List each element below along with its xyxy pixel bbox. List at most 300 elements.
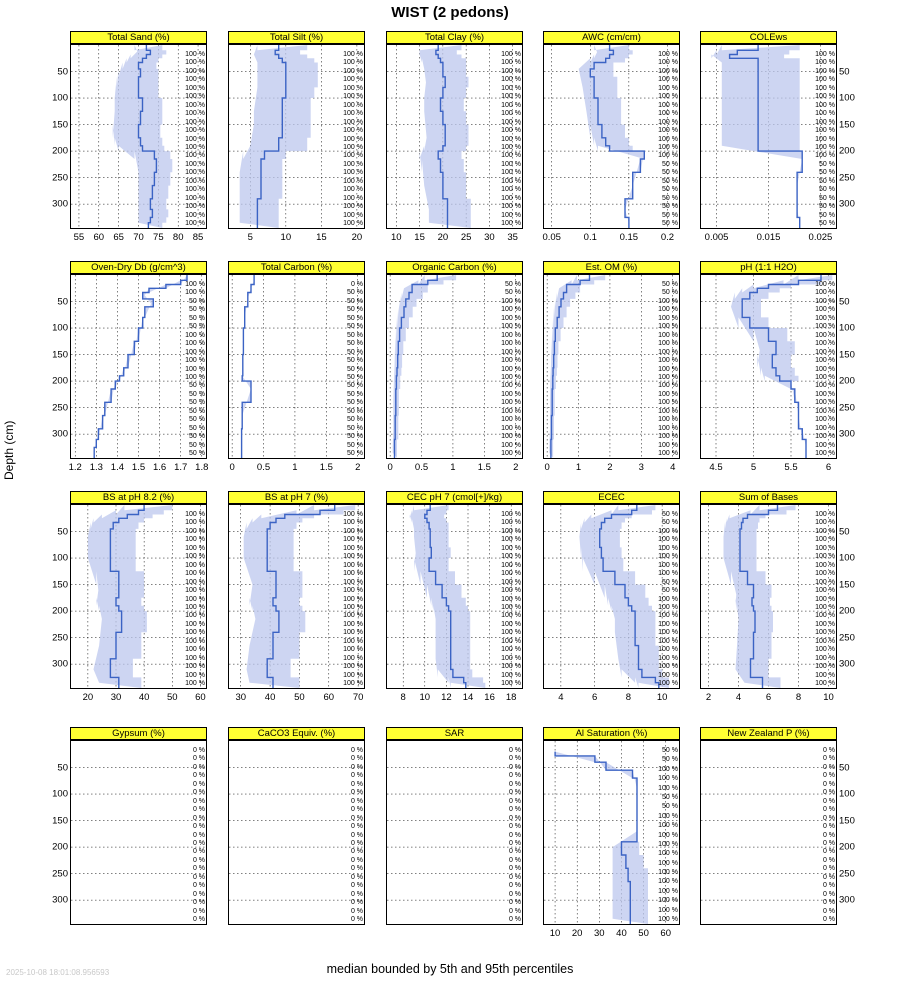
contributing-percent-label: 100 % [343, 135, 363, 143]
x-tick-label: 0 [544, 462, 550, 473]
contributing-percent-label: 100 % [815, 519, 835, 527]
contributing-percent-label: 100 % [658, 76, 678, 84]
depth-tick-label: 300 [839, 198, 855, 210]
contributing-percent-label: 100 % [501, 663, 521, 671]
contributing-percent-label: 100 % [658, 822, 678, 830]
contributing-percent-label: 100 % [815, 143, 835, 151]
contributing-percent-label: 100 % [343, 603, 363, 611]
x-axis [386, 462, 523, 474]
contributing-percent-label: 100 % [815, 407, 835, 415]
contributing-percent-label: 100 % [658, 897, 678, 905]
contributing-percent-label: 100 % [658, 869, 678, 877]
contributing-percent-label: 100 % [501, 177, 521, 185]
x-tick-label: 2 [607, 462, 613, 473]
contributing-percent-label: 100 % [501, 654, 521, 662]
contributing-percent-label: 0 % [822, 873, 835, 881]
contributing-percent-label: 0 % [822, 780, 835, 788]
contributing-percent-label: 50 % [662, 281, 678, 288]
chart-panel [70, 727, 207, 925]
contributing-percent-label: 100 % [501, 143, 521, 151]
contributing-percent-label: 0 % [822, 907, 835, 915]
contributing-percent-label: 100 % [501, 511, 521, 518]
depth-tick-label: 50 [57, 762, 68, 774]
x-axis [228, 692, 365, 704]
chart-panel [386, 491, 523, 689]
chart-subtitle: median bounded by 5th and 95th percentiles [326, 962, 574, 976]
contributing-percent-label: 0 % [192, 797, 205, 805]
x-axis [700, 232, 837, 244]
x-tick-label: 40 [264, 692, 276, 703]
contributing-percent-label: 100 % [501, 110, 521, 118]
x-tick-label: 1.6 [152, 462, 167, 473]
chart-panel [543, 727, 680, 925]
contributing-percent-label: 100 % [501, 59, 521, 67]
plot-area [228, 44, 365, 229]
contributing-percent-label: 100 % [658, 127, 678, 134]
depth-tick-label: 50 [57, 296, 68, 308]
depth-tick-label: 300 [52, 894, 68, 906]
plot-area [700, 740, 837, 925]
depth-tick-label: 150 [52, 349, 68, 361]
contributing-percent-label: 0 % [822, 755, 835, 763]
contributing-percent-label: 100 % [501, 127, 521, 134]
contributing-percent-label: 100 % [815, 306, 835, 314]
contributing-percent-label: 0 % [192, 823, 205, 830]
contributing-percent-label: 100 % [343, 654, 363, 662]
contributing-percent-label: 50 % [662, 177, 678, 185]
contributing-percent-label: 100 % [343, 160, 363, 168]
contributing-percent-label: 100 % [815, 527, 835, 535]
contributing-percent-label: 100 % [815, 390, 835, 398]
contributing-percent-label: 100 % [501, 373, 521, 381]
depth-tick-label: 300 [839, 658, 855, 670]
contributing-percent-label: 100 % [185, 365, 205, 373]
contributing-percent-label: 100 % [658, 536, 678, 544]
contributing-percent-label: 50 % [819, 160, 835, 168]
panel-title: Est. OM (%) [543, 261, 680, 274]
contributing-percent-label: 100 % [815, 399, 835, 407]
contributing-percent-label: 100 % [501, 578, 521, 586]
contributing-percent-label: 100 % [658, 570, 678, 578]
contributing-percent-label: 0 % [350, 916, 363, 923]
contributing-percent-label: 100 % [658, 620, 678, 628]
contributing-percent-label: 50 % [189, 450, 205, 457]
contributing-percent-label: 100 % [343, 211, 363, 219]
chart-panel [386, 31, 523, 229]
contributing-percent-label: 100 % [658, 373, 678, 381]
contributing-percent-label: 100 % [815, 365, 835, 373]
depth-tick-label: 150 [52, 815, 68, 827]
contributing-percent-label: 100 % [185, 220, 205, 227]
x-tick-label: 20 [82, 692, 94, 703]
contributing-percent-label: 0 % [508, 747, 521, 754]
panel-title: pH (1:1 H2O) [700, 261, 837, 274]
contributing-percent-label: 100 % [501, 67, 521, 75]
contributing-percent-label: 0 % [350, 882, 363, 890]
depth-tick-label: 50 [839, 526, 850, 538]
contributing-percent-label: 100 % [815, 59, 835, 67]
contributing-percent-label: 100 % [501, 536, 521, 544]
contributing-percent-label: 0 % [350, 899, 363, 907]
contributing-percent-label: 100 % [343, 553, 363, 561]
depth-axis [42, 44, 68, 229]
contributing-percent-label: 100 % [185, 289, 205, 297]
contributing-percent-label: 0 % [822, 797, 835, 805]
contributing-percent-label: 50 % [819, 211, 835, 219]
contributing-percent-label: 50 % [347, 450, 363, 457]
contributing-percent-label: 100 % [815, 67, 835, 75]
contributing-percent-label: 50 % [347, 314, 363, 322]
contributing-percent-label: 0 % [350, 823, 363, 830]
contributing-percent-label: 100 % [185, 211, 205, 219]
contributing-percent-label: 100 % [501, 186, 521, 194]
contributing-percent-label: 100 % [343, 84, 363, 92]
chart-panel [70, 261, 207, 459]
contributing-percent-label: 0 % [192, 831, 205, 839]
contributing-percent-label: 0 % [508, 839, 521, 847]
contributing-percent-label: 100 % [658, 831, 678, 839]
contributing-percent-label: 0 % [508, 848, 521, 856]
x-tick-label: 50 [166, 692, 178, 703]
x-tick-label: 0.5 [414, 462, 429, 473]
contributing-percent-label: 100 % [501, 152, 521, 160]
chart-panel [386, 261, 523, 459]
x-tick-label: 1.2 [68, 462, 82, 473]
contributing-percent-label: 100 % [501, 340, 521, 348]
panel-title: Total Silt (%) [228, 31, 365, 44]
contributing-percent-label: 0 % [822, 890, 835, 898]
x-tick-label: 30 [594, 928, 605, 939]
contributing-percent-label: 100 % [343, 186, 363, 194]
contributing-percent-label: 100 % [185, 553, 205, 561]
x-tick-label: 10 [823, 692, 834, 703]
x-tick-label: 0 [229, 462, 235, 473]
x-tick-label: 12 [441, 692, 452, 703]
contributing-percent-label: 100 % [501, 620, 521, 628]
depth-tick-label: 150 [839, 349, 855, 361]
contributing-percent-label: 0 % [192, 763, 205, 771]
depth-tick-label: 100 [839, 552, 855, 564]
contributing-percent-label: 0 % [192, 856, 205, 864]
x-axis [543, 928, 680, 940]
x-tick-label: 0.1 [583, 232, 597, 243]
x-tick-label: 0 [387, 462, 393, 473]
contributing-percent-label: 100 % [658, 390, 678, 398]
depth-tick-label: 50 [839, 66, 850, 78]
x-tick-label: 60 [93, 232, 105, 243]
plot-area [386, 44, 523, 229]
x-tick-label: 14 [462, 692, 474, 703]
contributing-percent-label: 50 % [347, 441, 363, 449]
contributing-percent-label: 100 % [658, 680, 678, 687]
panel-title: Sum of Bases [700, 491, 837, 504]
contributing-percent-label: 100 % [658, 527, 678, 535]
x-tick-label: 50 [638, 928, 649, 939]
contributing-percent-label: 100 % [185, 654, 205, 662]
contributing-percent-label: 100 % [658, 775, 678, 783]
x-tick-label: 70 [352, 692, 364, 703]
contributing-percent-label: 50 % [347, 390, 363, 398]
contributing-percent-label: 100 % [501, 203, 521, 211]
contributing-percent-label: 100 % [501, 553, 521, 561]
x-tick-label: 4 [670, 462, 676, 473]
contributing-percent-label: 100 % [815, 637, 835, 645]
x-axis [70, 692, 207, 704]
x-tick-label: 0.005 [704, 232, 729, 243]
contributing-percent-label: 100 % [658, 561, 678, 569]
contributing-percent-label: 100 % [343, 194, 363, 202]
contributing-percent-label: 0 % [192, 789, 205, 797]
contributing-percent-label: 100 % [501, 101, 521, 109]
chart-panel [543, 491, 680, 689]
contributing-percent-label: 100 % [658, 612, 678, 620]
contributing-percent-label: 50 % [662, 211, 678, 219]
contributing-percent-label: 100 % [501, 416, 521, 424]
panel-title: CaCO3 Equiv. (%) [228, 727, 365, 740]
contributing-percent-label: 0 % [508, 763, 521, 771]
contributing-percent-label: 100 % [501, 450, 521, 457]
contributing-percent-label: 100 % [815, 289, 835, 297]
contributing-percent-label: 100 % [343, 67, 363, 75]
contributing-percent-label: 100 % [658, 152, 678, 160]
contributing-percent-label: 100 % [658, 297, 678, 305]
contributing-percent-label: 100 % [343, 127, 363, 134]
contributing-percent-label: 50 % [189, 441, 205, 449]
contributing-percent-label: 100 % [658, 433, 678, 441]
contributing-percent-label: 100 % [658, 887, 678, 895]
contributing-percent-label: 100 % [658, 357, 678, 364]
contributing-percent-label: 100 % [185, 603, 205, 611]
contributing-percent-label: 0 % [192, 839, 205, 847]
contributing-percent-label: 100 % [343, 527, 363, 535]
y-axis-label: Depth (cm) [2, 420, 16, 480]
contributing-percent-label: 100 % [658, 110, 678, 118]
depth-tick-label: 300 [839, 894, 855, 906]
plot-area [543, 504, 680, 689]
contributing-percent-label: 100 % [658, 424, 678, 432]
depth-tick-label: 200 [839, 841, 855, 853]
depth-tick-label: 100 [52, 322, 68, 334]
contributing-percent-label: 100 % [658, 93, 678, 101]
contributing-percent-label: 100 % [658, 143, 678, 151]
contributing-percent-label: 0 % [192, 873, 205, 881]
contributing-percent-label: 0 % [192, 780, 205, 788]
depth-axis [839, 504, 865, 689]
contributing-percent-label: 0 % [192, 890, 205, 898]
contributing-percent-label: 100 % [658, 654, 678, 662]
contributing-percent-label: 100 % [343, 570, 363, 578]
contributing-percent-label: 100 % [185, 59, 205, 67]
contributing-percent-label: 50 % [662, 756, 678, 764]
contributing-percent-label: 100 % [815, 84, 835, 92]
contributing-percent-label: 0 % [350, 873, 363, 881]
x-axis [228, 462, 365, 474]
contributing-percent-label: 0 % [350, 831, 363, 839]
x-axis [543, 232, 680, 244]
contributing-percent-label: 50 % [662, 587, 678, 594]
chart-panel [70, 491, 207, 689]
contributing-percent-label: 100 % [658, 663, 678, 671]
depth-tick-label: 100 [839, 92, 855, 104]
contributing-percent-label: 100 % [501, 93, 521, 101]
contributing-percent-label: 100 % [343, 203, 363, 211]
contributing-percent-label: 0 % [350, 814, 363, 822]
x-tick-label: 60 [323, 692, 335, 703]
contributing-percent-label: 100 % [185, 511, 205, 518]
panel-title: Total Sand (%) [70, 31, 207, 44]
contributing-percent-label: 0 % [192, 865, 205, 873]
x-tick-label: 10 [656, 692, 668, 703]
contributing-percent-label: 0 % [192, 814, 205, 822]
contributing-percent-label: 100 % [815, 76, 835, 84]
contributing-percent-label: 0 % [350, 839, 363, 847]
panel-title: BS at pH 8.2 (%) [70, 491, 207, 504]
contributing-percent-label: 100 % [658, 399, 678, 407]
contributing-percent-label: 100 % [501, 544, 521, 552]
contributing-percent-label: 100 % [658, 603, 678, 611]
contributing-percent-label: 100 % [501, 570, 521, 578]
depth-tick-label: 100 [839, 788, 855, 800]
contributing-percent-label: 100 % [501, 603, 521, 611]
contributing-percent-label: 0 % [508, 907, 521, 915]
contributing-percent-label: 100 % [185, 561, 205, 569]
contributing-percent-label: 50 % [505, 281, 521, 288]
contributing-percent-label: 100 % [185, 527, 205, 535]
plot-area [70, 44, 207, 229]
x-tick-label: 20 [437, 232, 449, 243]
contributing-percent-label: 100 % [185, 177, 205, 185]
contributing-percent-label: 100 % [185, 373, 205, 381]
contributing-percent-label: 100 % [501, 399, 521, 407]
contributing-percent-label: 0 % [350, 755, 363, 763]
contributing-percent-label: 100 % [815, 450, 835, 457]
x-tick-label: 70 [133, 232, 144, 243]
contributing-percent-label: 0 % [192, 899, 205, 907]
x-axis [543, 692, 680, 704]
depth-tick-label: 50 [839, 296, 850, 308]
depth-tick-label: 200 [839, 375, 855, 387]
contributing-percent-label: 100 % [815, 135, 835, 143]
contributing-percent-label: 100 % [501, 331, 521, 339]
plot-area [386, 740, 523, 925]
contributing-percent-label: 100 % [658, 382, 678, 390]
panel-title: Al Saturation (%) [543, 727, 680, 740]
contributing-percent-label: 100 % [501, 306, 521, 314]
contributing-percent-label: 100 % [343, 511, 363, 518]
contributing-percent-label: 100 % [658, 416, 678, 424]
x-tick-label: 0.015 [756, 232, 781, 243]
depth-axis [42, 740, 68, 925]
contributing-percent-label: 100 % [501, 365, 521, 373]
x-axis [228, 232, 365, 244]
x-tick-label: 30 [110, 692, 122, 703]
contributing-percent-label: 100 % [343, 143, 363, 151]
contributing-percent-label: 100 % [343, 671, 363, 679]
contributing-percent-label: 100 % [501, 169, 521, 177]
contributing-percent-label: 50 % [347, 357, 363, 364]
x-axis [386, 232, 523, 244]
contributing-percent-label: 100 % [185, 519, 205, 527]
x-tick-label: 1 [575, 462, 582, 473]
contributing-percent-label: 100 % [185, 186, 205, 194]
contributing-percent-label: 100 % [501, 211, 521, 219]
chart-panel [228, 261, 365, 459]
contributing-percent-label: 100 % [343, 51, 363, 58]
contributing-percent-label: 0 % [822, 848, 835, 856]
contributing-percent-label: 100 % [343, 101, 363, 109]
contributing-percent-label: 0 % [192, 916, 205, 923]
contributing-percent-label: 100 % [185, 331, 205, 339]
contributing-percent-label: 100 % [815, 629, 835, 637]
contributing-percent-label: 100 % [658, 365, 678, 373]
contributing-percent-label: 100 % [501, 561, 521, 569]
contributing-percent-label: 100 % [815, 382, 835, 390]
x-axis [700, 462, 837, 474]
contributing-percent-label: 0 % [822, 814, 835, 822]
x-tick-label: 8 [625, 692, 632, 703]
contributing-percent-label: 100 % [815, 441, 835, 449]
contributing-percent-label: 100 % [185, 127, 205, 134]
chart-panel [70, 31, 207, 229]
contributing-percent-label: 0 % [508, 865, 521, 873]
contributing-percent-label: 50 % [662, 511, 678, 518]
contributing-percent-label: 100 % [343, 93, 363, 101]
contributing-percent-label: 0 % [192, 747, 205, 754]
x-tick-label: 85 [192, 232, 204, 243]
contributing-percent-label: 100 % [815, 297, 835, 305]
contributing-percent-label: 0 % [350, 747, 363, 754]
depth-tick-label: 150 [839, 815, 855, 827]
x-tick-label: 1.5 [319, 462, 333, 473]
contributing-percent-label: 100 % [658, 812, 678, 820]
x-tick-label: 0.025 [808, 232, 833, 243]
contributing-percent-label: 100 % [658, 784, 678, 792]
x-tick-label: 2 [705, 692, 712, 703]
contributing-percent-label: 100 % [501, 118, 521, 126]
contributing-percent-label: 50 % [662, 289, 678, 297]
contributing-percent-label: 50 % [189, 433, 205, 441]
contributing-percent-label: 0 % [822, 831, 835, 839]
x-tick-label: 2 [513, 462, 519, 473]
contributing-percent-label: 100 % [185, 203, 205, 211]
depth-tick-label: 150 [52, 579, 68, 591]
contributing-percent-label: 0 % [350, 806, 363, 814]
contributing-percent-label: 100 % [185, 76, 205, 84]
contributing-percent-label: 100 % [815, 561, 835, 569]
x-tick-label: 60 [195, 692, 206, 703]
chart-panel [228, 491, 365, 689]
contributing-percent-label: 0 % [350, 763, 363, 771]
contributing-percent-label: 100 % [815, 51, 835, 58]
contributing-percent-label: 50 % [347, 348, 363, 356]
contributing-percent-label: 100 % [815, 357, 835, 364]
contributing-percent-label: 100 % [815, 373, 835, 381]
contributing-percent-label: 0 % [508, 780, 521, 788]
contributing-percent-label: 0 % [508, 797, 521, 805]
contributing-percent-label: 100 % [185, 578, 205, 586]
x-tick-label: 6 [591, 692, 598, 703]
contributing-percent-label: 100 % [501, 671, 521, 679]
contributing-percent-label: 100 % [343, 595, 363, 603]
x-axis [70, 232, 207, 244]
contributing-percent-label: 100 % [501, 595, 521, 603]
contributing-percent-label: 100 % [658, 544, 678, 552]
contributing-percent-label: 0 % [508, 899, 521, 907]
chart-panel [700, 727, 837, 925]
contributing-percent-label: 0 % [508, 806, 521, 814]
contributing-percent-label: 100 % [501, 629, 521, 637]
chart-panel [228, 31, 365, 229]
